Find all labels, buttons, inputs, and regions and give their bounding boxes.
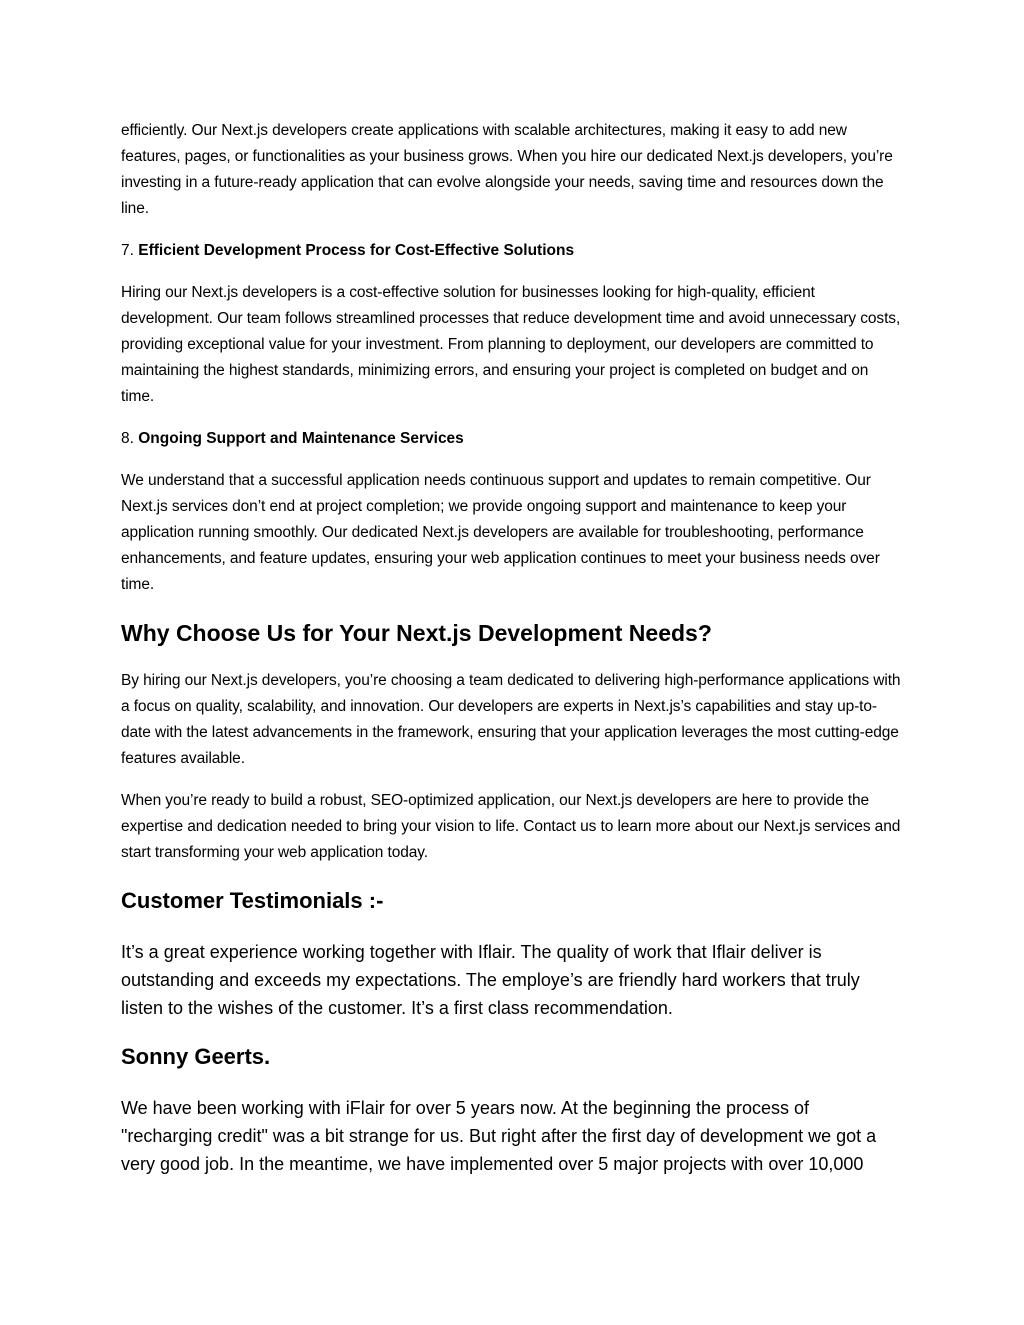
- intro-paragraph: efficiently. Our Next.js developers create applications with scalable architectures, making it easy to add new features, pages, or functionalities as your business grows. When you hire our dedicated Next.js developers, you’re investing in a future-ready application that can evolve alongside your needs, saving time and resources down the line.: [121, 122, 893, 217]
- item-7-paragraph: Hiring our Next.js developers is a cost-effective solution for businesses looking for high-quality, efficient development. Our team follows streamlined processes that reduce development time and avoid unnecessary costs, providing exceptional value for your investment. From planning to deployment, our developers are committed to maintaining the highest standards, minimizing errors, and ensuring your project is completed on budget and on time.: [121, 284, 901, 405]
- item-7-title: Efficient Development Process for Cost-Effective Solutions: [138, 242, 575, 259]
- item-8-heading: [121, 426, 905, 452]
- document-page: [121, 118, 905, 1178]
- testimonial-quote-1: It’s a great experience working together with Iflair. The quality of work that Iflair deliver is outstanding and exceeds my expectations. The employe’s are friendly hard workers that truly listen to the wishes of the customer. It’s a first class recommendation.: [121, 942, 860, 1018]
- why-choose-paragraph-1: By hiring our Next.js developers, you’re choosing a team dedicated to delivering high-performance applications with a focus on quality, scalability, and innovation. Our developers are experts in Next.js’s capabilities and stay up-to-date with the latest advancements in the framework, ensuring that your application leverages the most cutting-edge features available.: [121, 672, 901, 767]
- item-8-number: 8.: [121, 430, 134, 447]
- item-7-heading: [121, 238, 905, 264]
- why-choose-paragraph-2: When you’re ready to build a robust, SEO-optimized application, our Next.js developers are here to provide the expertise and dedication needed to bring your vision to life. Contact us to learn more about our Next.js services and start transforming your web application today.: [121, 792, 901, 861]
- item-7-number: 7.: [121, 242, 134, 259]
- why-choose-heading: Why Choose Us for Your Next.js Development Needs?: [121, 620, 712, 646]
- item-8-paragraph: We understand that a successful application needs continuous support and updates to remain competitive. Our Next.js services don’t end at project completion; we provide ongoing support and maintenance to keep your application running smoothly. Our dedicated Next.js developers are available for troubleshooting, performance enhancements, and feature updates, ensuring your web application continues to meet your business needs over time.: [121, 472, 880, 593]
- testimonials-heading: Customer Testimonials :-: [121, 888, 384, 913]
- item-8-title: Ongoing Support and Maintenance Services: [138, 430, 464, 447]
- testimonial-author-1: Sonny Geerts.: [121, 1044, 271, 1069]
- testimonial-quote-2: We have been working with iFlair for over 5 years now. At the beginning the process of "recharging credit" was a bit strange for us. But right after the first day of development we got a very good job. In the meantime, we have implemented over 5 major projects with over 10,000: [121, 1098, 877, 1174]
